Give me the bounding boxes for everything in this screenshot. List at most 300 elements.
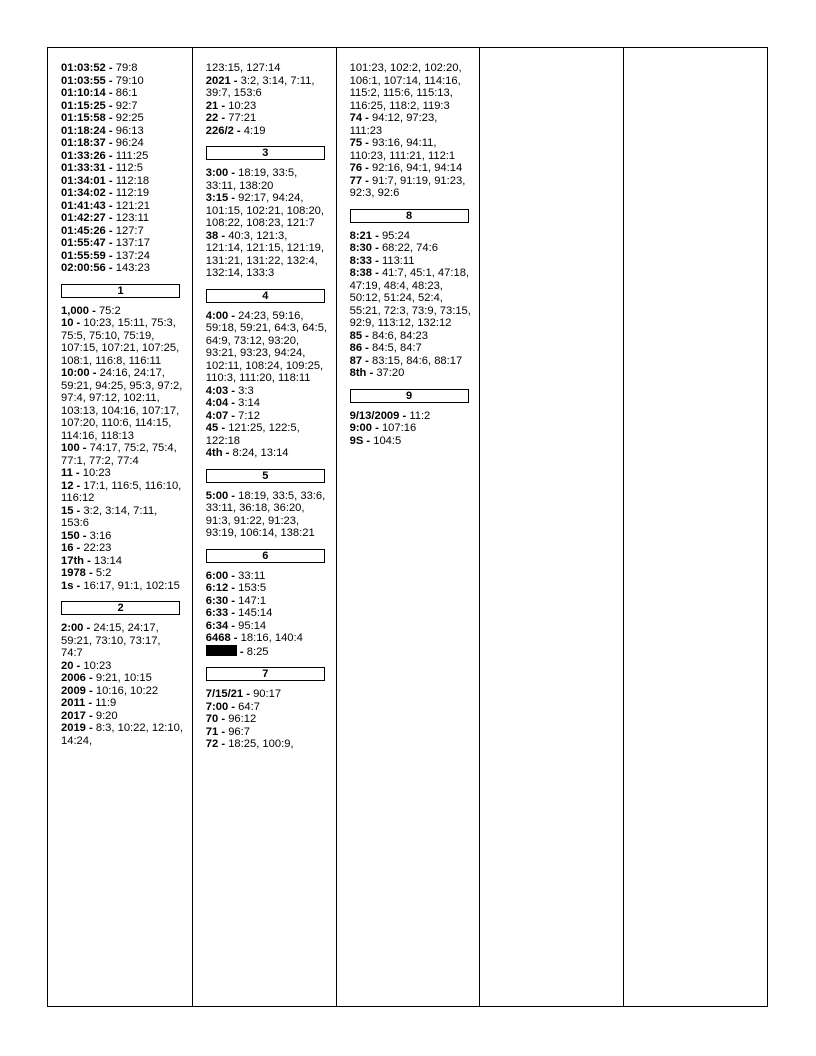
entry-separator: - — [372, 254, 382, 267]
index-entry — [206, 75, 328, 100]
section-header: 5 — [206, 469, 325, 483]
entry-term: 72 — [205, 738, 219, 750]
index-entry — [206, 701, 328, 714]
index-column-1 — [48, 48, 192, 1006]
entry-references: 147:1 — [238, 594, 267, 607]
entry-references: 64:7 — [238, 700, 260, 713]
entry-references: 79:8 — [115, 62, 138, 74]
entry-term: 5:00 — [205, 489, 229, 502]
entry-references: 96:7 — [228, 725, 250, 738]
entry-separator: - — [73, 659, 84, 672]
entry-separator: - — [79, 442, 90, 454]
entry-references: 7:12 — [238, 409, 260, 422]
entry-term: 3:15 — [205, 192, 229, 204]
entry-references: 3:2, 3:14, 7:11, 153:6 — [61, 504, 158, 529]
entry-term: 01:33:31 — [61, 162, 106, 174]
entry-references: 10:23 — [83, 659, 112, 672]
entry-separator: - — [372, 267, 382, 279]
entry-separator: - — [84, 554, 94, 567]
entry-separator: - — [362, 342, 372, 354]
entry-separator: - — [236, 645, 247, 658]
entry-separator: - — [105, 187, 116, 199]
entry-references: 107:16 — [381, 422, 417, 434]
entry-separator: - — [85, 709, 96, 722]
entry-separator: - — [366, 367, 377, 379]
entry-separator: - — [362, 137, 372, 149]
entry-separator: - — [362, 174, 372, 187]
redaction-block — [206, 645, 237, 656]
entry-term: 02:00:56 — [61, 262, 106, 274]
entry-references: 79:10 — [115, 74, 144, 87]
index-entry — [61, 200, 184, 213]
entry-separator: - — [230, 632, 241, 644]
entry-references: 121:25, 122:5, 122:18 — [205, 422, 300, 447]
index-entry — [61, 317, 184, 367]
entry-references: 90:17 — [253, 688, 282, 700]
index-entry — [61, 710, 184, 723]
entry-separator: - — [218, 738, 229, 750]
entry-term: 2019 — [61, 722, 86, 734]
entry-separator: - — [362, 112, 372, 124]
entry-separator: - — [89, 367, 100, 379]
entry-term: 01:18:24 — [61, 124, 106, 137]
entry-separator: - — [228, 489, 239, 502]
entry-term: 4:04 — [205, 397, 229, 409]
index-entry — [350, 267, 472, 330]
index-entry — [61, 100, 184, 113]
entry-term: 2009 — [61, 684, 86, 697]
entry-separator: - — [228, 619, 239, 632]
entry-term: 6:33 — [205, 607, 229, 619]
entry-references: 96:13 — [115, 124, 144, 137]
entry-term: 01:10:14 — [61, 87, 106, 99]
entry-separator: - — [105, 99, 116, 112]
index-entry — [61, 555, 184, 568]
index-entry — [206, 607, 328, 620]
entry-separator: - — [372, 242, 382, 254]
index-entry — [206, 422, 328, 447]
index-entry — [206, 192, 328, 230]
index-entry — [350, 175, 472, 200]
entry-term: 77 — [349, 174, 363, 187]
entry-references: 18:16, 140:4 — [240, 632, 303, 644]
entry-references: 96:24 — [115, 137, 144, 149]
entry-references: 96:12 — [228, 713, 257, 725]
entry-references: 5:2 — [95, 567, 112, 579]
index-entry — [350, 112, 472, 137]
entry-term: 6:12 — [205, 582, 229, 594]
entry-separator: - — [233, 124, 244, 137]
entry-separator: - — [228, 594, 239, 607]
entry-references: 92:25 — [115, 112, 144, 124]
entry-references: 8:25 — [246, 645, 269, 658]
index-entry — [61, 305, 184, 318]
entry-separator: - — [218, 229, 229, 242]
index-entry — [61, 62, 184, 75]
entry-term: 01:55:59 — [61, 249, 106, 262]
entry-references: 10:23, 15:11, 75:3, 75:5, 75:10, 75:19, 107:15, 107:21, 107:25, 108:1, 116:8, 116:11 — [61, 317, 180, 367]
index-entry — [350, 242, 472, 255]
entry-term: 01:55:47 — [61, 237, 106, 249]
index-entry — [206, 167, 328, 192]
index-entry — [61, 112, 184, 125]
entry-references: 95:24 — [381, 229, 410, 242]
entry-term: 01:15:25 — [61, 99, 106, 112]
entry-references: 18:19, 33:5, 33:11, 138:20 — [205, 167, 298, 192]
entry-separator: - — [105, 124, 116, 137]
index-entry — [61, 175, 184, 188]
entry-separator: - — [85, 697, 96, 709]
entry-term: 6:30 — [205, 594, 229, 607]
index-entry-continued — [350, 62, 472, 112]
entry-separator: - — [222, 447, 233, 459]
entry-term: 86 — [349, 342, 363, 354]
entry-separator: - — [73, 479, 84, 492]
section-header: 2 — [61, 601, 180, 615]
entry-separator: - — [73, 579, 84, 592]
entry-separator: - — [73, 504, 84, 517]
index-entry — [206, 582, 328, 595]
entry-term: 100 — [61, 442, 80, 454]
entry-references: 8:3, 10:22, 12:10, 14:24, — [61, 722, 183, 747]
entry-separator: - — [85, 684, 96, 697]
entry-term: 2021 — [205, 74, 231, 87]
entry-term: 4:07 — [205, 409, 229, 422]
index-entry — [350, 330, 472, 343]
entry-references: 13:14 — [93, 554, 122, 567]
index-entry — [61, 697, 184, 710]
entry-separator: - — [228, 569, 239, 582]
index-entry — [206, 490, 328, 540]
index-entry — [350, 342, 472, 355]
index-entry — [206, 738, 328, 751]
index-entry — [61, 150, 184, 163]
entry-term: 8th — [349, 367, 367, 379]
index-column-5 — [623, 48, 767, 1006]
entry-separator: - — [243, 688, 254, 700]
entry-references: 104:5 — [373, 434, 402, 447]
index-entry — [206, 713, 328, 726]
entry-references: 111:25 — [115, 149, 149, 162]
index-entry — [206, 125, 328, 138]
entry-term: 6:00 — [205, 569, 229, 582]
entry-references: 3:14 — [238, 397, 260, 409]
entry-separator: - — [228, 409, 239, 422]
entry-references: 101:23, 102:2, 102:20, 106:1, 107:14, 114:16, 115:2, 115:6, 115:13, 116:25, 118:2, 119:3 — [349, 62, 462, 112]
entry-term: 01:34:02 — [61, 187, 106, 199]
index-entry — [61, 722, 184, 747]
entry-references: 92:16, 94:1, 94:14 — [372, 162, 463, 174]
index-entry — [206, 688, 328, 701]
entry-term: 2017 — [61, 709, 86, 722]
entry-term: 8:38 — [349, 267, 372, 279]
entry-term: 01:03:52 — [61, 62, 106, 74]
entry-references: 92:17, 94:24, 101:15, 102:21, 108:20, 108:22, 108:23, 121:7 — [205, 192, 324, 229]
entry-separator: - — [218, 99, 229, 112]
entry-separator: - — [228, 700, 239, 713]
entry-separator: - — [228, 607, 239, 619]
entry-term: 2:00 — [61, 622, 84, 634]
entry-term: 01:03:55 — [61, 74, 106, 87]
entry-separator: - — [230, 74, 241, 87]
entry-references: 137:24 — [115, 249, 150, 262]
entry-term: 74 — [349, 112, 363, 124]
entry-references: 16:17, 91:1, 102:15 — [83, 579, 180, 592]
entry-term: 15 — [61, 504, 74, 517]
index-entry — [350, 367, 472, 380]
entry-term: 10:00 — [61, 367, 90, 379]
entry-references: 11:9 — [95, 697, 117, 709]
entry-references: 91:7, 91:19, 91:23, 92:3, 92:6 — [349, 174, 466, 199]
entry-references: 24:23, 59:16, 59:18, 59:21, 64:3, 64:5, 64:9, 73:12, 93:20, 93:21, 93:23, 94:24, 102:11, 108:24, 109:25, 110:3, 111:20, 118:11 — [205, 309, 328, 384]
entry-separator: - — [89, 304, 99, 317]
index-entry — [61, 137, 184, 150]
entry-references: 93:16, 94:11, 110:23, 111:21, 112:1 — [349, 137, 456, 162]
index-entry — [350, 255, 472, 268]
index-entry — [61, 262, 184, 275]
entry-term: 12 — [61, 479, 74, 492]
entry-separator: - — [105, 212, 116, 224]
entry-references: 9:20 — [95, 709, 118, 722]
index-entry — [61, 442, 184, 467]
index-entry — [61, 530, 184, 543]
index-entry — [61, 125, 184, 138]
entry-references: 3:2, 3:14, 7:11, 39:7, 153:6 — [205, 74, 315, 99]
index-entry — [350, 422, 472, 435]
entry-term: 11 — [61, 467, 73, 479]
entry-references: 86:1 — [115, 87, 138, 99]
entry-separator: - — [362, 162, 372, 174]
entry-term: 01:41:43 — [61, 199, 106, 212]
entry-separator: - — [105, 237, 116, 249]
entry-term: 1978 — [61, 567, 86, 579]
entry-term: 01:18:37 — [61, 137, 106, 149]
entry-separator: - — [228, 397, 239, 409]
index-entry — [61, 162, 184, 175]
entry-references: 92:7 — [115, 99, 138, 112]
entry-separator: - — [79, 529, 90, 542]
entry-separator: - — [228, 309, 239, 322]
entry-term: 4th — [205, 447, 223, 459]
entry-term: 8:30 — [349, 242, 372, 254]
entry-references: 74:17, 75:2, 75:4, 77:1, 77:2, 77:4 — [61, 442, 177, 467]
entry-references: 75:2 — [98, 304, 121, 317]
entry-term: 8:33 — [349, 254, 372, 267]
entry-references: 3:16 — [89, 529, 112, 542]
entry-separator: - — [105, 249, 116, 262]
section-header: 9 — [350, 389, 469, 403]
entry-separator: - — [105, 149, 116, 162]
entry-references: 95:14 — [238, 619, 267, 632]
index-entry — [206, 632, 328, 645]
entry-term: 01:45:26 — [61, 224, 106, 237]
entry-references: 77:21 — [228, 112, 257, 124]
section-header: 3 — [206, 146, 325, 160]
entry-references: 41:7, 45:1, 47:18, 47:19, 48:4, 48:23, 50:12, 51:24, 52:4, 55:21, 72:3, 73:9, 73:15, 92:9, 113:12, 132:12 — [349, 267, 471, 329]
entry-references: 3:3 — [238, 384, 254, 397]
index-entry-continued — [206, 62, 328, 75]
entry-term: 1s — [61, 579, 74, 592]
index-entry — [206, 397, 328, 410]
entry-term: 20 — [61, 659, 74, 672]
entry-references: 123:11 — [115, 212, 150, 224]
entry-references: 10:23 — [82, 467, 111, 479]
entry-term: 70 — [205, 713, 219, 725]
entry-term: 9/13/2009 — [349, 409, 400, 422]
entry-term: 7/15/21 — [205, 688, 244, 700]
index-entry — [61, 505, 184, 530]
entry-term: 226/2 — [205, 124, 234, 137]
entry-references: 10:23 — [228, 99, 257, 112]
entry-term: 6468 — [205, 632, 231, 644]
entry-term: 22 — [205, 112, 219, 124]
index-entry — [206, 112, 328, 125]
index-entry — [206, 620, 328, 633]
entry-term: 75 — [349, 137, 363, 149]
entry-references: 127:7 — [115, 224, 144, 237]
index-page-frame — [47, 47, 768, 1007]
section-header: 8 — [350, 209, 469, 223]
entry-term: 8:21 — [349, 229, 372, 242]
entry-references: 94:12, 97:23, 111:23 — [349, 112, 438, 137]
entry-term: 21 — [205, 99, 219, 112]
section-header: 6 — [206, 549, 325, 563]
entry-references: 112:18 — [115, 174, 150, 187]
entry-term: 01:42:27 — [61, 212, 106, 224]
section-header: 4 — [206, 289, 325, 303]
entry-separator: - — [105, 62, 116, 74]
entry-term: 85 — [349, 329, 363, 342]
entry-term: 45 — [205, 422, 219, 434]
entry-separator: - — [105, 199, 116, 212]
entry-references: 153:5 — [238, 582, 267, 594]
entry-separator: - — [85, 672, 96, 684]
entry-references: 121:21 — [115, 199, 150, 212]
entry-references: 22:23 — [83, 542, 112, 554]
entry-separator: - — [218, 422, 229, 434]
entry-separator: - — [218, 112, 229, 124]
section-header: 7 — [206, 667, 325, 681]
entry-term: 6:34 — [205, 619, 229, 632]
entry-references: 40:3, 121:3, 121:14, 121:15, 121:19, 131:21, 131:22, 132:4, 132:14, 133:3 — [205, 229, 324, 279]
entry-separator: - — [83, 622, 94, 634]
entry-references: 37:20 — [376, 367, 405, 379]
index-entry — [206, 230, 328, 280]
index-entry — [61, 672, 184, 685]
entry-references: 84:6, 84:23 — [372, 329, 428, 342]
entry-references: 112:19 — [115, 187, 150, 199]
index-entry — [206, 385, 328, 398]
entry-references: 24:16, 24:17, 59:21, 94:25, 95:3, 97:2, 97:4, 97:12, 102:11, 103:13, 104:16, 107:17, 107:20, 110:6, 114:15, 114:16, 118:13 — [61, 367, 183, 442]
entry-term: 4:00 — [205, 309, 229, 322]
index-entry — [61, 367, 184, 442]
entry-references: 83:15, 84:6, 88:17 — [372, 354, 463, 367]
entry-separator: - — [228, 192, 239, 204]
index-entry — [206, 645, 328, 659]
index-entry — [350, 355, 472, 368]
index-entry — [61, 685, 184, 698]
index-entry — [206, 410, 328, 423]
entry-term: 87 — [349, 354, 363, 367]
entry-references: 9:21, 10:15 — [95, 672, 152, 684]
entry-references: 18:19, 33:5, 33:6, 33:11, 36:18, 36:20, 91:3, 91:22, 91:23, 93:19, 106:14, 138:21 — [205, 489, 326, 539]
index-entry — [61, 660, 184, 673]
index-entry — [61, 542, 184, 555]
entry-separator: - — [105, 224, 116, 237]
entry-references: 10:16, 10:22 — [95, 684, 159, 697]
entry-term: 2011 — [61, 697, 86, 709]
index-column-4 — [479, 48, 623, 1006]
index-entry — [350, 410, 472, 423]
entry-term: 2006 — [61, 672, 86, 684]
entry-term: 16 — [61, 542, 74, 554]
entry-references: 11:2 — [409, 409, 431, 422]
index-entry — [206, 447, 328, 460]
entry-references: 123:15, 127:14 — [205, 62, 281, 74]
entry-term: 01:33:26 — [61, 149, 106, 162]
entry-separator: - — [362, 329, 372, 342]
entry-separator: - — [105, 262, 116, 274]
entry-separator: - — [73, 317, 84, 329]
index-entry — [206, 726, 328, 739]
entry-term: 01:15:58 — [61, 112, 106, 124]
index-column-3 — [336, 48, 480, 1006]
entry-separator: - — [362, 354, 372, 367]
entry-term: 76 — [349, 162, 363, 174]
index-entry — [61, 87, 184, 100]
index-entry — [61, 250, 184, 263]
index-entry — [350, 137, 472, 162]
entry-separator: - — [105, 87, 116, 99]
entry-references: 68:22, 74:6 — [381, 242, 438, 254]
entry-separator: - — [85, 567, 96, 579]
index-entry — [350, 435, 472, 448]
entry-term: 9S — [349, 434, 364, 447]
entry-separator: - — [363, 434, 374, 447]
entry-separator: - — [228, 167, 239, 179]
entry-references: 145:14 — [238, 607, 273, 619]
index-entry — [61, 622, 184, 660]
entry-separator: - — [372, 229, 382, 242]
entry-separator: - — [218, 713, 229, 725]
index-entry — [61, 467, 184, 480]
entry-separator: - — [105, 74, 116, 87]
index-entry — [61, 580, 184, 593]
entry-separator: - — [372, 422, 382, 434]
index-entry — [61, 225, 184, 238]
index-entry — [61, 567, 184, 580]
entry-term: 9:00 — [349, 422, 372, 434]
entry-references: 112:5 — [115, 162, 143, 174]
entry-references: 18:25, 100:9, — [228, 738, 294, 750]
entry-references: 8:24, 13:14 — [232, 447, 289, 459]
index-column-2 — [192, 48, 336, 1006]
entry-references: 113:11 — [381, 254, 415, 267]
entry-term: 3:00 — [205, 167, 229, 179]
index-entry — [61, 237, 184, 250]
entry-term: 4:03 — [205, 384, 229, 397]
entry-separator: - — [73, 542, 84, 554]
entry-separator: - — [228, 384, 239, 397]
entry-term: 71 — [205, 725, 219, 738]
entry-separator: - — [105, 174, 116, 187]
entry-separator: - — [72, 467, 83, 479]
entry-term: 10 — [61, 317, 74, 329]
entry-references: 137:17 — [115, 237, 150, 249]
entry-term: 38 — [205, 229, 219, 242]
entry-term: 1,000 — [61, 304, 89, 317]
entry-separator: - — [399, 409, 410, 422]
